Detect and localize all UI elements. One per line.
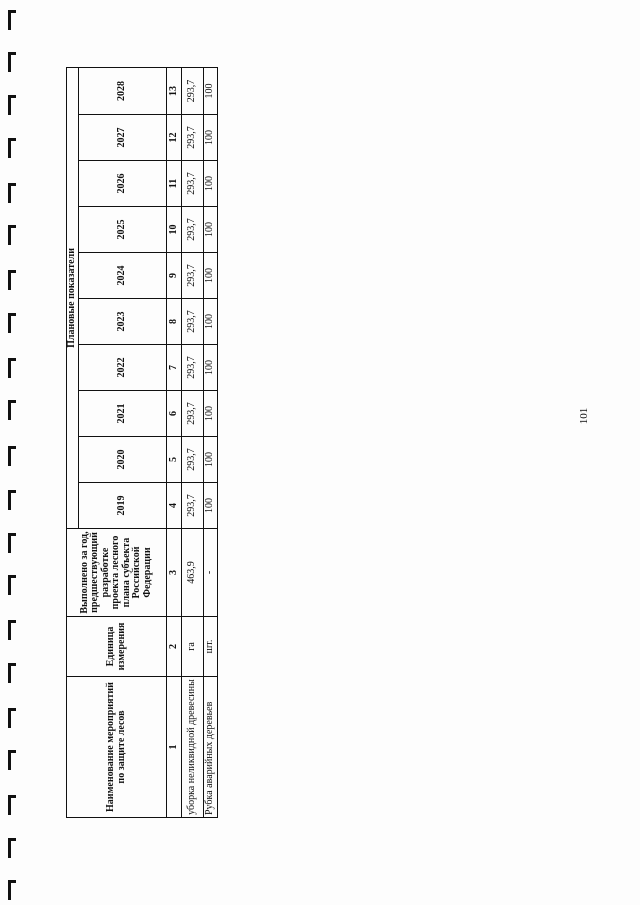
- column-number: 9: [167, 253, 182, 299]
- column-number: 11: [167, 161, 182, 207]
- row-value: 293,7: [182, 391, 204, 437]
- column-number: 6: [167, 391, 182, 437]
- row-value: 100: [204, 391, 218, 437]
- row-activity-name: уборка неликвидной древесины: [182, 677, 204, 818]
- binder-hole-icon: [8, 225, 16, 245]
- binder-hole-icon: [8, 358, 16, 378]
- header-done-prev-year: Выполнено за год, предшествующий разработке проекта лесного плана субъекта Российской Федерации: [67, 529, 167, 617]
- binder-hole-icon: [8, 880, 16, 900]
- row-value: 293,7: [182, 115, 204, 161]
- row-value: 100: [204, 161, 218, 207]
- table-row: [204, 67, 218, 817]
- row-value: 100: [204, 115, 218, 161]
- rotated-table-wrapper: [66, 68, 218, 818]
- header-year: 2026: [79, 161, 167, 207]
- binder-hole-icon: [8, 313, 16, 333]
- column-number: 12: [167, 115, 182, 161]
- binder-hole-icon: [8, 708, 16, 728]
- row-value: 100: [204, 483, 218, 529]
- binder-hole-icon: [8, 52, 16, 72]
- binder-hole-icon: [8, 270, 16, 290]
- row-value: 100: [204, 345, 218, 391]
- header-activity-name: Наименование мероприятий по защите лесов: [67, 677, 167, 818]
- column-number: 3: [167, 529, 182, 617]
- binder-hole-icon: [8, 533, 16, 553]
- binder-hole-icon: [8, 183, 16, 203]
- header-year: 2028: [79, 67, 167, 114]
- column-number: 7: [167, 345, 182, 391]
- row-unit: шт.: [204, 617, 218, 677]
- row-value: 293,7: [182, 437, 204, 483]
- binder-hole-icon: [8, 95, 16, 115]
- row-done-value: -: [204, 529, 218, 617]
- row-value: 293,7: [182, 345, 204, 391]
- binder-hole-icon: [8, 795, 16, 815]
- row-value: 100: [204, 67, 218, 114]
- row-unit: га: [182, 617, 204, 677]
- column-number: 1: [167, 677, 182, 818]
- binder-hole-icon: [8, 663, 16, 683]
- column-number: 8: [167, 299, 182, 345]
- binder-hole-icon: [8, 490, 16, 510]
- row-value: 293,7: [182, 483, 204, 529]
- column-number: 10: [167, 207, 182, 253]
- header-year: 2025: [79, 207, 167, 253]
- column-number-row: [167, 67, 182, 817]
- header-year: 2027: [79, 115, 167, 161]
- binder-holes: [6, 0, 26, 905]
- table-row: [182, 67, 204, 817]
- column-number: 4: [167, 483, 182, 529]
- header-planned-indicators: Плановые показатели: [67, 67, 79, 528]
- binder-hole-icon: [8, 750, 16, 770]
- page-number: 101: [578, 407, 590, 425]
- header-year: 2020: [79, 437, 167, 483]
- binder-hole-icon: [8, 138, 16, 158]
- row-value: 100: [204, 437, 218, 483]
- header-unit: Единица измерения: [67, 617, 167, 677]
- binder-hole-icon: [8, 620, 16, 640]
- column-number: 5: [167, 437, 182, 483]
- binder-hole-icon: [8, 400, 16, 420]
- forest-protection-table: [66, 67, 218, 818]
- row-value: 100: [204, 253, 218, 299]
- row-value: 293,7: [182, 253, 204, 299]
- header-year: 2023: [79, 299, 167, 345]
- header-year: 2024: [79, 253, 167, 299]
- row-activity-name: Рубка аварийных деревьев: [204, 677, 218, 818]
- header-year: 2021: [79, 391, 167, 437]
- row-value: 293,7: [182, 207, 204, 253]
- binder-hole-icon: [8, 838, 16, 858]
- row-value: 100: [204, 299, 218, 345]
- binder-hole-icon: [8, 446, 16, 466]
- header-year: 2019: [79, 483, 167, 529]
- binder-hole-icon: [8, 575, 16, 595]
- binder-hole-icon: [8, 10, 16, 30]
- row-value: 100: [204, 207, 218, 253]
- row-value: 293,7: [182, 67, 204, 114]
- row-value: 293,7: [182, 299, 204, 345]
- row-value: 293,7: [182, 161, 204, 207]
- header-year: 2022: [79, 345, 167, 391]
- row-done-value: 463,9: [182, 529, 204, 617]
- column-number: 13: [167, 67, 182, 114]
- column-number: 2: [167, 617, 182, 677]
